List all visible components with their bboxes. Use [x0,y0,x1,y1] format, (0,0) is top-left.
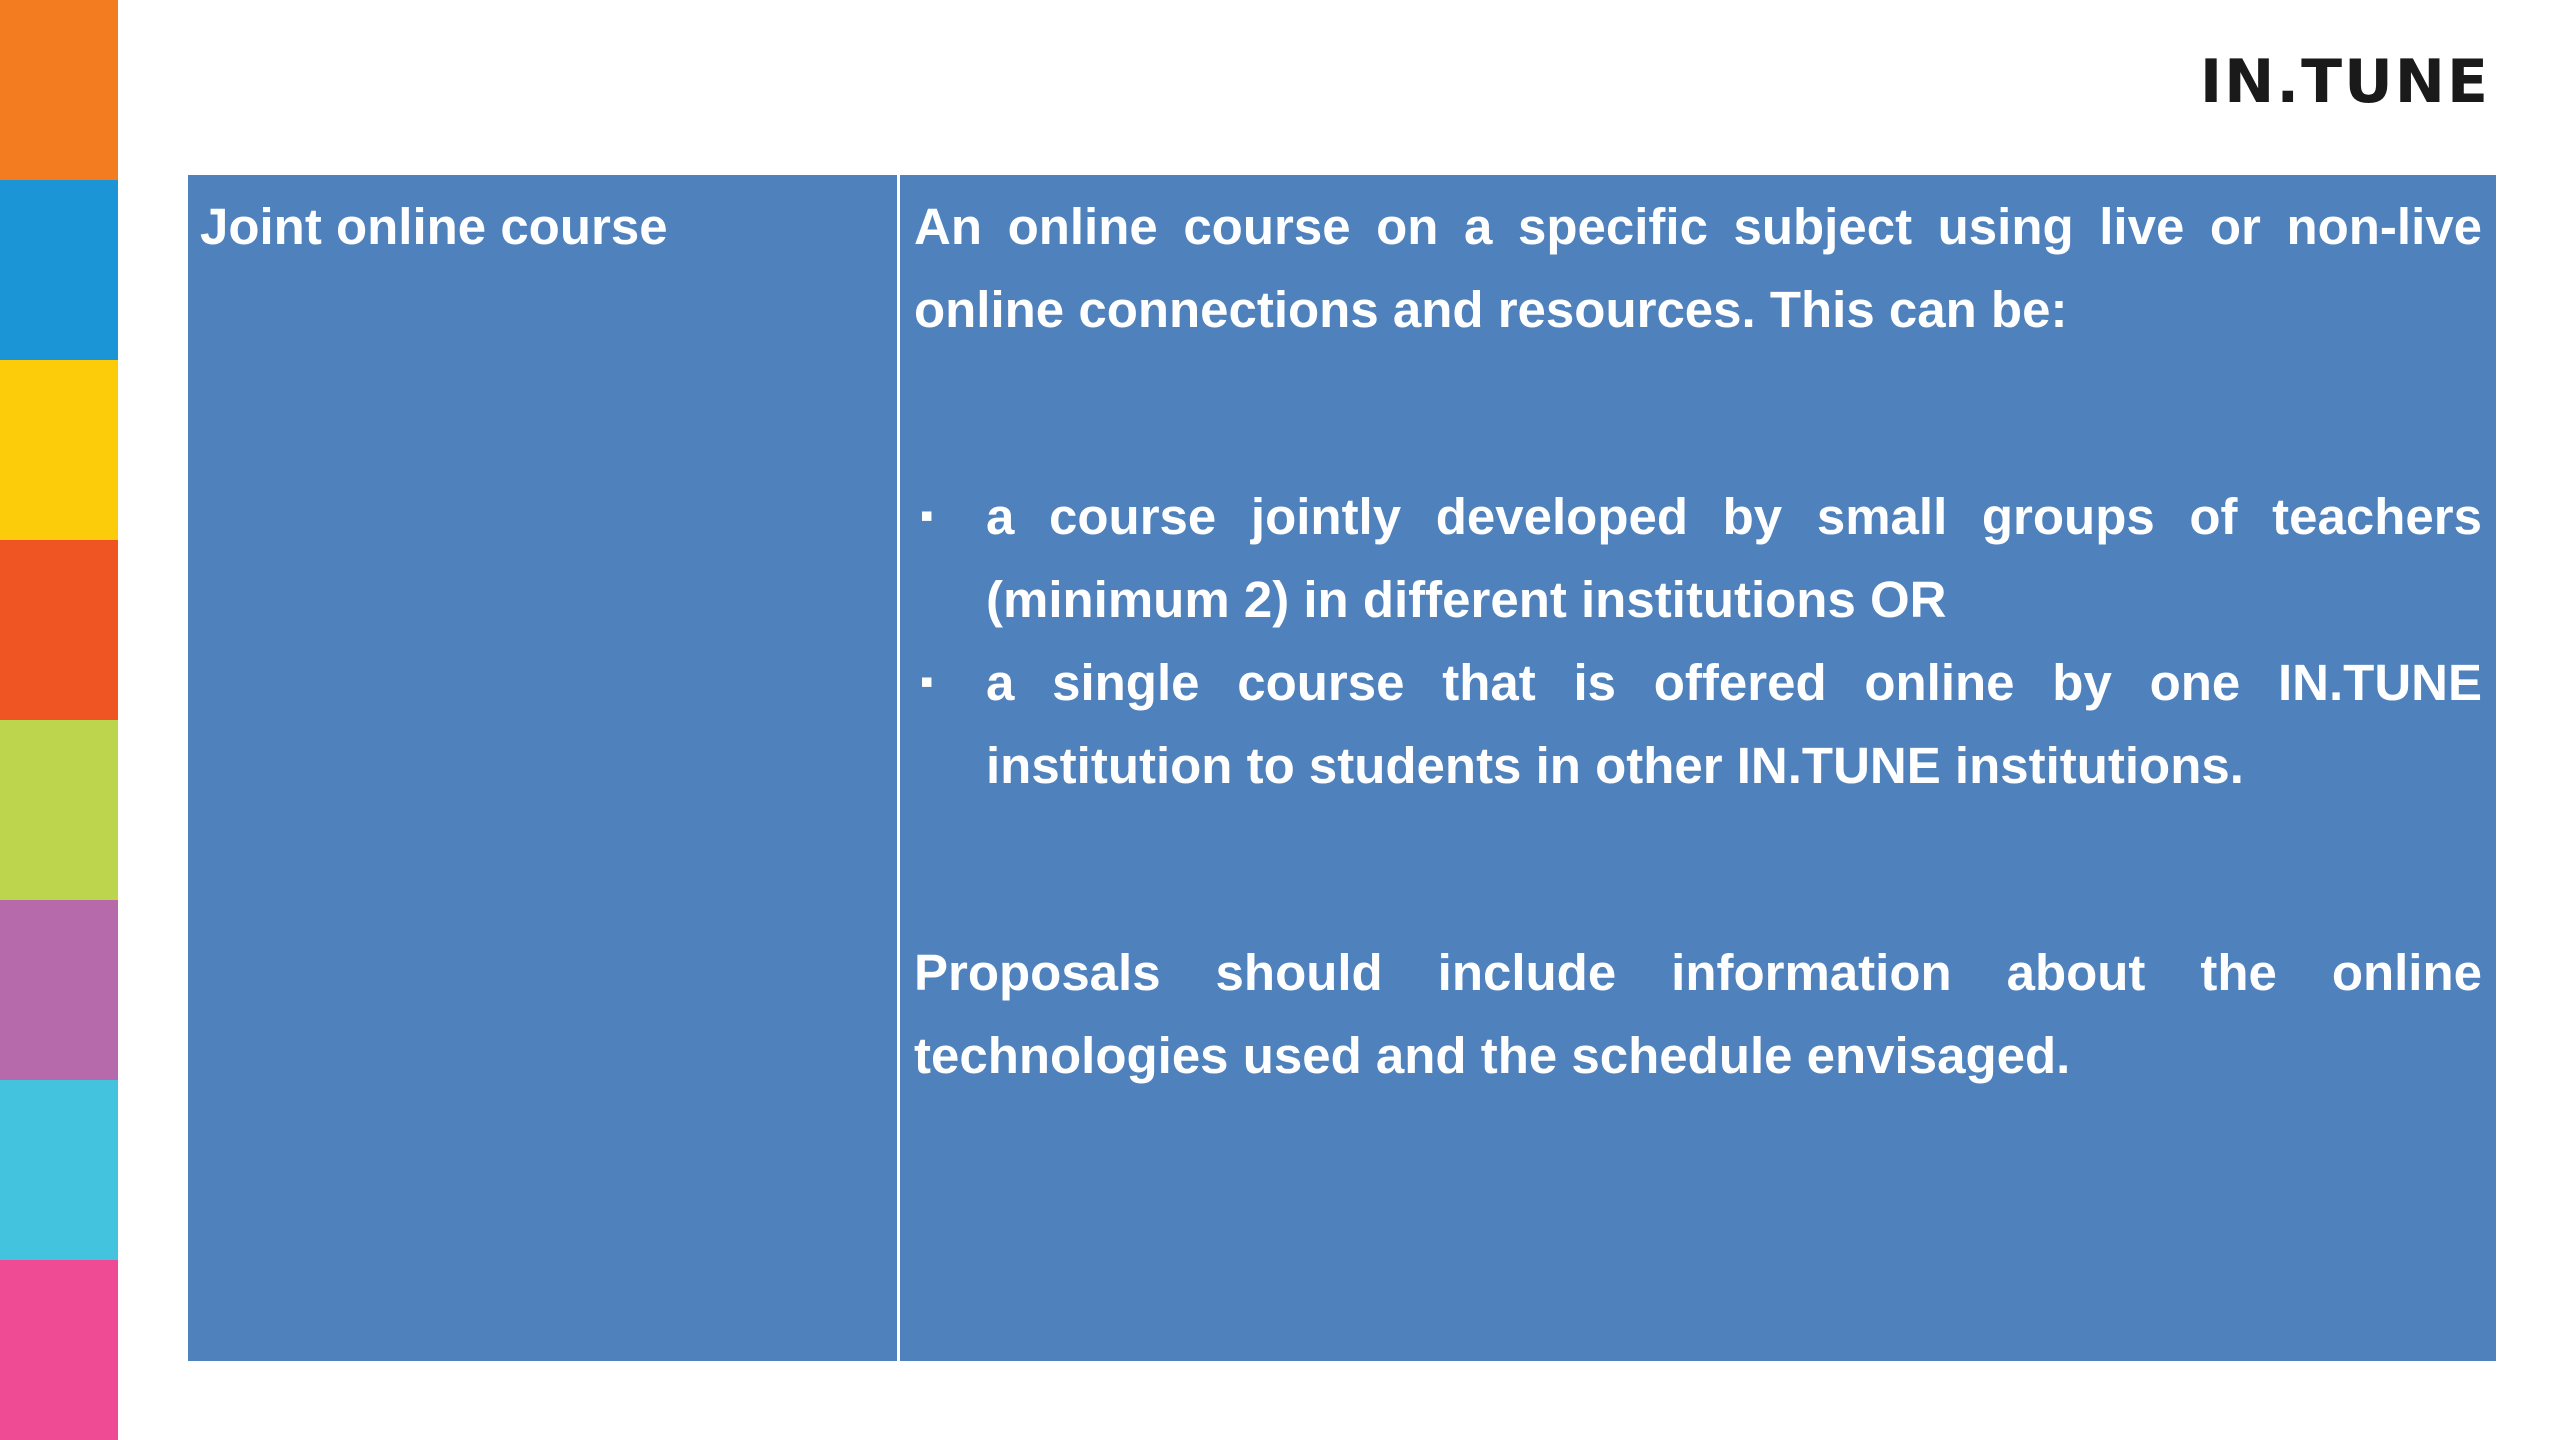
term-label: Joint online course [200,198,668,255]
square-bullet-icon: ▪ [920,661,934,703]
definition-table [188,175,2496,1361]
spacer [914,351,2482,475]
stripe-red-orange [0,540,118,720]
stripe-pink [0,1260,118,1440]
square-bullet-icon: ▪ [920,495,934,537]
intune-logo: IN.TUNE [2199,47,2490,117]
list-item [914,475,2482,641]
closing-paragraph: Proposals should include information about the online technologies used and the schedule envisaged. [914,944,2482,1084]
bullet-list [914,475,2482,807]
stripe-orange [0,0,118,180]
intro-paragraph: An online course on a specific subject using live or non-live online connections and resources. This can be: [914,198,2482,338]
stripe-blue [0,180,118,360]
bullet-text: a course jointly developed by small groups of teachers (minimum 2) in different institutions OR [986,488,2482,628]
stripe-cyan [0,1080,118,1260]
stripe-purple [0,900,118,1080]
spacer [914,807,2482,931]
term-cell [188,175,899,1361]
table-row [188,175,2496,1361]
description-cell [899,175,2497,1361]
color-stripe-bar [0,0,118,1440]
stripe-yellow [0,360,118,540]
bullet-text: a single course that is offered online by one IN.TUNE institution to students in other IN.TUNE institutions. [986,654,2482,794]
list-item [914,641,2482,807]
stripe-lime [0,720,118,900]
